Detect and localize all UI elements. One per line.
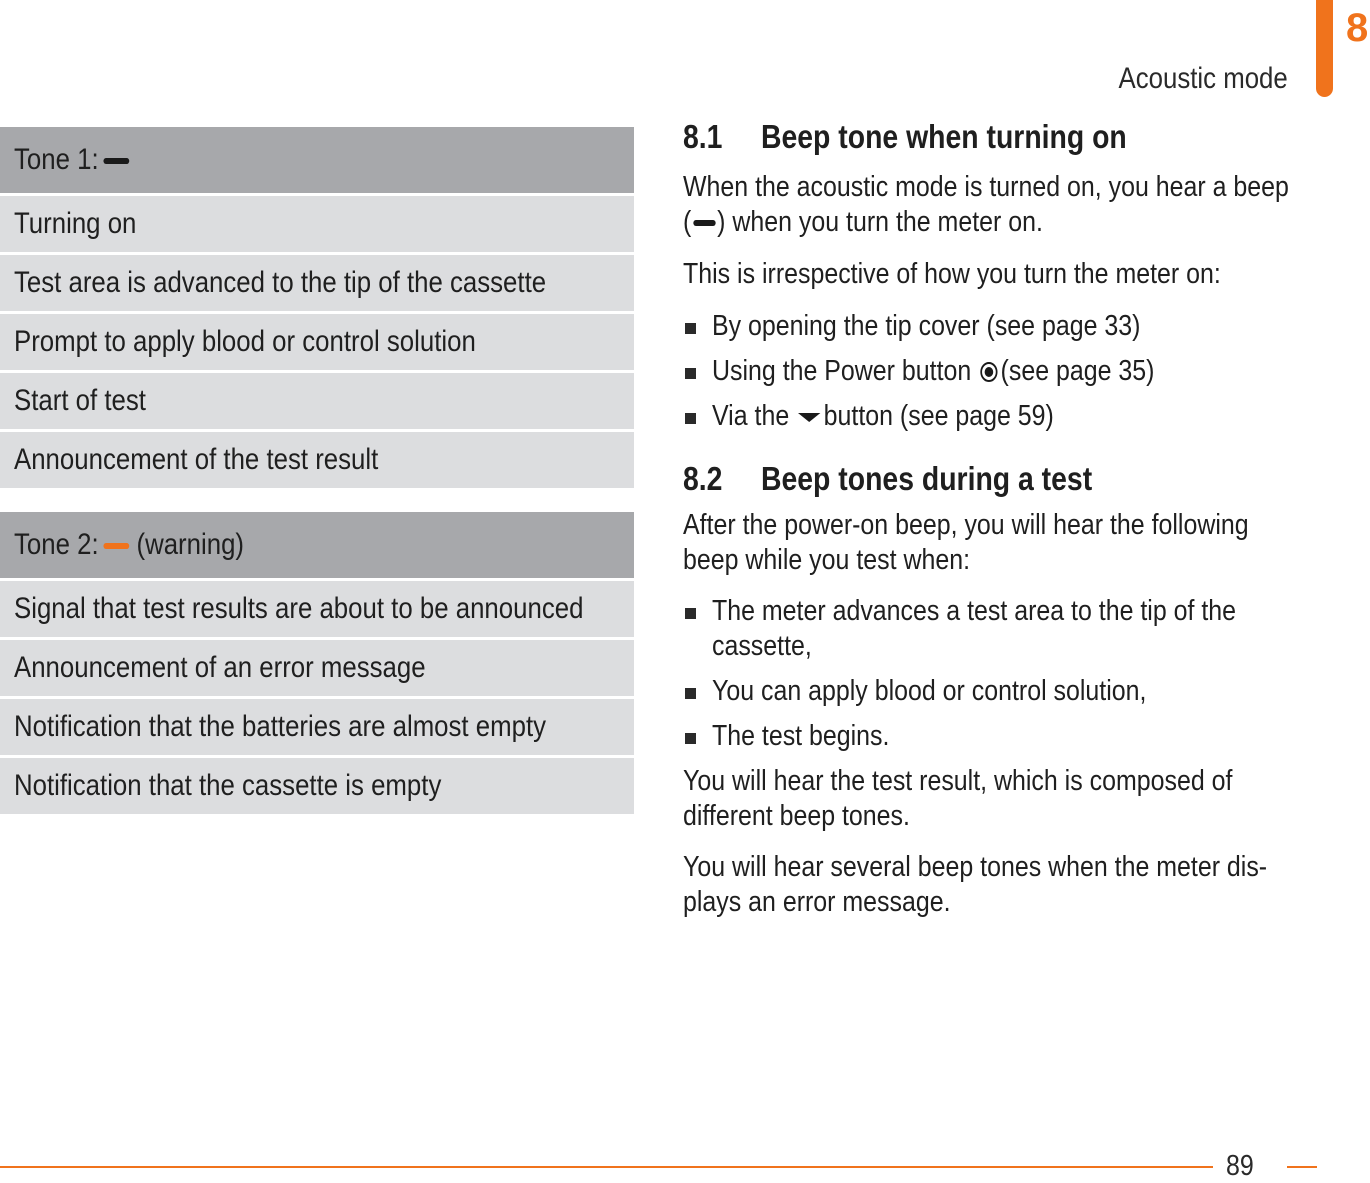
list-item: By opening the tip cover (see page 33) [683,309,1323,344]
paragraph: This is irrespective of how you turn the meter on: [683,258,1221,290]
table-row: Prompt to apply blood or control solution [0,314,634,370]
footer-rule [0,1166,1213,1168]
list-item: You can apply blood or control solution, [683,674,1323,709]
page-header-title: Acoustic mode [1118,62,1288,95]
tone1-table [0,127,634,488]
table-row: Turning on [0,196,634,252]
paragraph: You will hear several beep tones when the meter dis- plays an error message. [683,851,1268,918]
list-item: The meter advances a test area to the tip of the cassette, [683,594,1323,664]
tone2-label: Tone 2: [14,528,99,561]
table-row: Notification that the batteries are almost empty [0,699,634,755]
table-row: Announcement of an error message [0,640,634,696]
tone2-table [0,512,634,814]
list-item: The test begins. [683,719,1323,754]
paragraph: After the power-on beep, you will hear the following beep while you test when: [683,509,1249,576]
tone1-label: Tone 1: [14,143,99,176]
chapter-number: 8 [1346,6,1369,50]
footer-rule-end [1287,1166,1317,1168]
table-row: Notification that the cassette is empty [0,758,634,814]
power-button-icon [980,362,997,382]
tone2-header [0,512,634,578]
section-heading-8-1: 8.1 Beep tone when turning on [683,118,1127,155]
warning-beep-icon [104,543,130,549]
paragraph: You will hear the test result, which is composed of different beep tones. [683,765,1233,832]
section-heading-8-2: 8.2 Beep tones during a test [683,460,1093,497]
tone1-header [0,127,634,193]
page-number: 89 [1226,1150,1254,1182]
short-beep-icon [104,158,130,164]
table-row: Test area is advanced to the tip of the cassette [0,255,634,311]
list-item: Using the Power button (see page 35) [683,354,1323,389]
table-row: Announcement of the test result [0,432,634,488]
paragraph: When the acoustic mode is turned on, you hear a beep ( ) when you turn the meter on. [683,171,1289,238]
table-row: Start of test [0,373,634,429]
chapter-tab [1316,0,1333,97]
main-content [683,118,1323,920]
table-row: Signal that test results are about to be announced [0,581,634,637]
short-beep-icon [693,220,715,226]
tone2-suffix: (warning) [136,528,245,561]
list-item: Via the button (see page 59) [683,399,1323,434]
down-arrow-icon [798,413,820,422]
